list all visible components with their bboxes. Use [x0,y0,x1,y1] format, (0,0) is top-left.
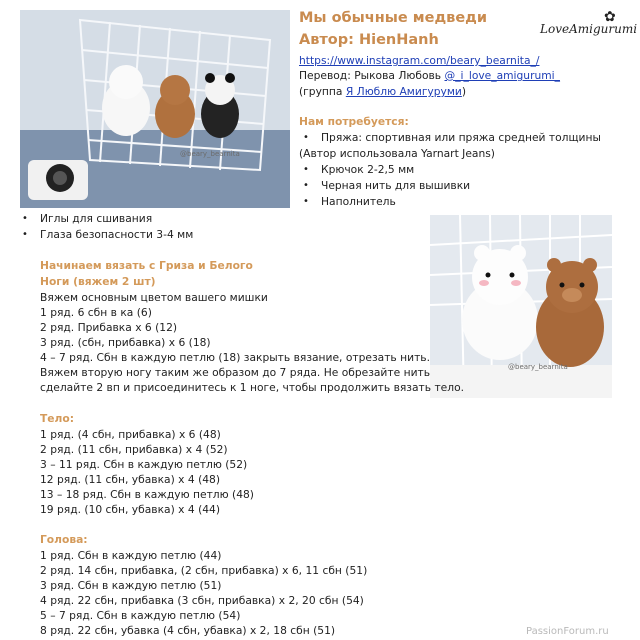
material-item: Глаза безопасности 3-4 мм [40,228,194,241]
photo-bears-illustration [20,10,290,208]
pattern-row: 4 ряд. 22 сбн, прибавка (3 сбн, прибавка) х 2, 20 сбн (54) [40,594,364,607]
pattern-row: 4 – 7 ряд. Сбн в каждую петлю (18) закрыть вязание, отрезать нить. [40,351,430,364]
material-note: (Автор использовала Yarnart Jeans) [299,147,495,160]
translator-handle-link[interactable]: @_i_love_amigurumi_ [444,69,560,82]
material-item: Иглы для сшивания [40,212,153,225]
bullet-icon: • [303,132,309,143]
pattern-row: Вяжем основным цветом вашего мишки [40,291,268,304]
author-line: Автор: HienHanh [299,32,439,48]
material-item: Наполнитель [321,195,396,208]
photo-watermark: @beary_bearnita [508,363,568,371]
group-line [299,86,466,99]
pattern-row: 1 ряд. Сбн в каждую петлю (44) [40,549,222,562]
pattern-row: сделайте 2 вп и присоединитесь к 1 ноге, чтобы продолжить вязать тело. [40,381,465,394]
pattern-row: Вяжем вторую ногу таким же образом до 7 ряда. Не обрезайте нить [40,366,431,379]
pattern-row: 12 ряд. (11 сбн, убавка) х 4 (48) [40,473,221,486]
group-link[interactable]: Я Люблю Амигуруми [345,85,462,98]
pattern-row: 1 ряд. 6 сбн в ка (6) [40,306,152,319]
pattern-row: 3 ряд. (сбн, прибавка) х 6 (18) [40,336,211,349]
site-logo: LoveAmigurumi [540,22,638,36]
flower-icon: ✿ [604,9,616,25]
pattern-row: 2 ряд. 14 сбн, прибавка, (2 сбн, прибавка) х 6, 11 сбн (51) [40,564,368,577]
group-suffix: ) [461,85,467,98]
material-item: Пряжа: спортивная или пряжа средней толщины [321,131,601,144]
pattern-row: 2 ряд. (11 сбн, прибавка) х 4 (52) [40,443,228,456]
photo-bears-basket [20,10,290,208]
pattern-row: 1 ряд. (4 сбн, прибавка) х 6 (48) [40,428,221,441]
instagram-link[interactable]: https://www.instagram.com/beary_bearnita_/ [299,54,540,67]
translation-prefix: Перевод: Рыкова Любовь [299,69,442,82]
pattern-row: 8 ряд. 22 сбн, убавка (4 сбн, убавка) х 2, 18 сбн (51) [40,624,336,637]
pattern-row: 5 – 7 ряд. Сбн в каждую петлю (54) [40,609,241,622]
pattern-row: 19 ряд. (10 сбн, убавка) х 4 (44) [40,503,221,516]
footer-watermark: PassionForum.ru [526,626,609,637]
photo-watermark: @beary_bearnita [180,150,240,158]
body-heading: Тело: [40,412,74,425]
photo-bears-close [430,215,612,398]
group-prefix: (группа [299,85,343,98]
materials-heading: Нам потребуется: [299,115,409,128]
pattern-row: 3 – 11 ряд. Сбн в каждую петлю (52) [40,458,248,471]
pattern-row: 13 – 18 ряд. Сбн в каждую петлю (48) [40,488,254,501]
pattern-row: 2 ряд. Прибавка х 6 (12) [40,321,178,334]
page-title: Мы обычные медведи [299,10,488,26]
bullet-icon: • [22,213,28,224]
translation-line [299,70,560,83]
material-item: Черная нить для вышивки [321,179,471,192]
section-intro: Начинаем вязать с Гриза и Белого [40,259,253,272]
bullet-icon: • [303,164,309,175]
pattern-row: 3 ряд. Сбн в каждую петлю (51) [40,579,222,592]
bullet-icon: • [22,229,28,240]
legs-heading: Ноги (вяжем 2 шт) [40,275,156,288]
head-heading: Голова: [40,533,88,546]
material-item: Крючок 2-2,5 мм [321,163,415,176]
bullet-icon: • [303,180,309,191]
bullet-icon: • [303,196,309,207]
